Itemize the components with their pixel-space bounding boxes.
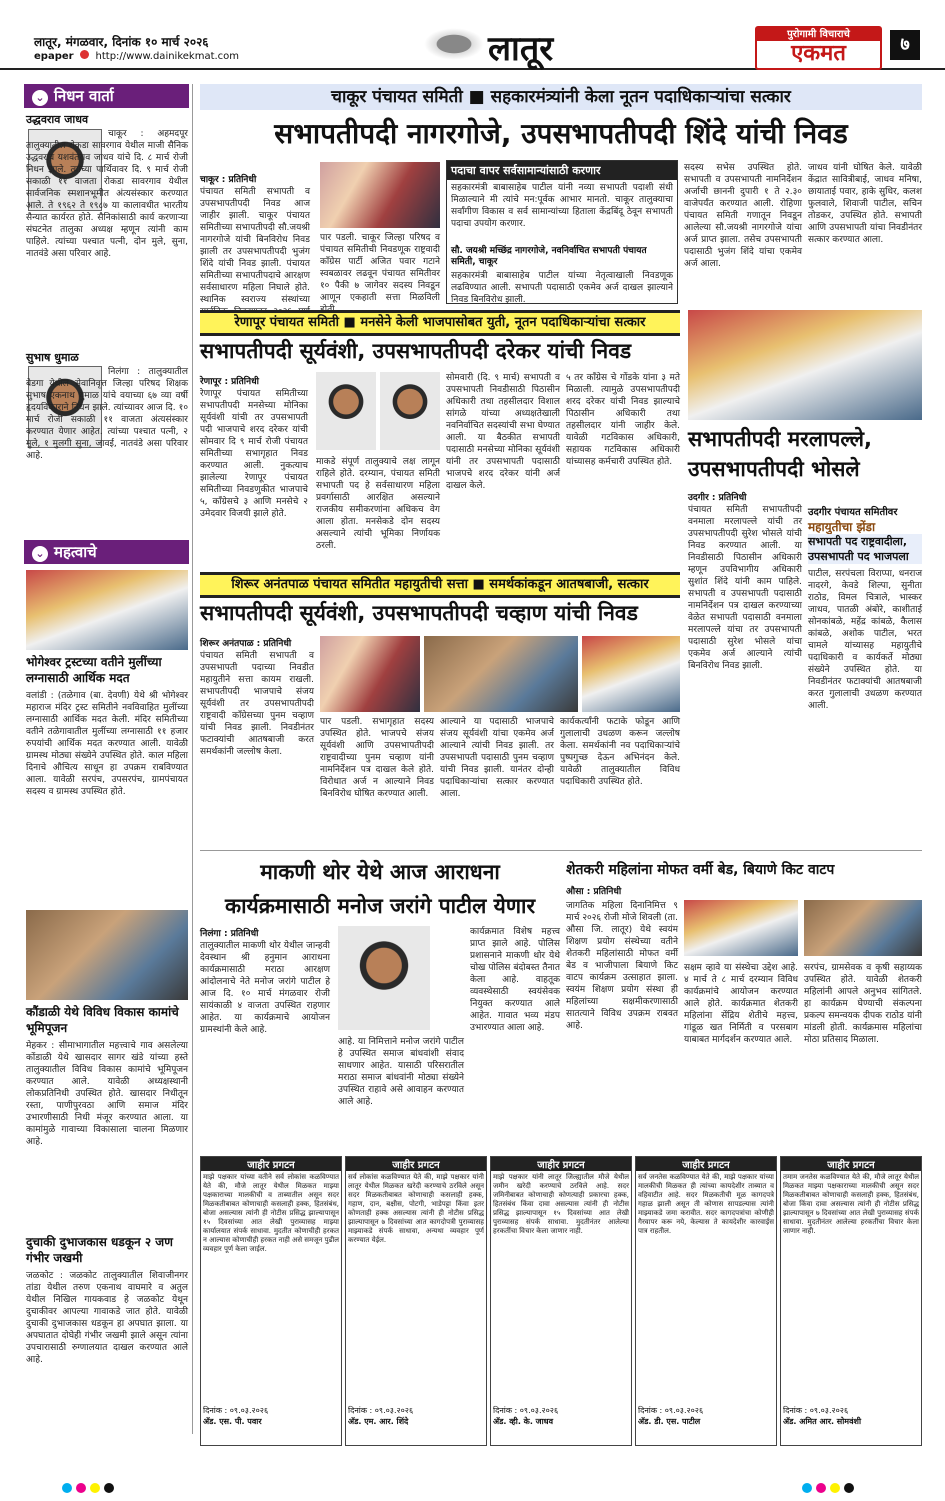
manoj-col3: कार्यक्रमात विशेष महत्त्व प्राप्त झाले आहे. पोलिस प्रशासनाने माकणी थोर येथे चोख पोलिस बंदोबस्त तैनात केला आहे. वाहतूक व्यवस्थेसाठी स्वयंसेवक नियुक्त करण्यात आले आहेत. गावात भव्य मंडप उभारण्यात आला आहे. <box>470 927 560 1033</box>
farmers-col2: सक्षम व्हावे या संस्थेचा उद्देश आहे. ४ मार्च ते ८ मार्च दरम्यान विविध कार्यक्रमांचे आयोजन करण्यात आले होते. कार्यक्रमात शेतकरी महिलांना सेंद्रिय शेतीचे महत्त्व, गांडूळ खत निर्मिती व परसबाग याबाबत मार्गदर्शन करण्यात आले. <box>684 963 798 1045</box>
farmers-col1: जागतिक महिला दिनानिमित्त ९ मार्च २०२६ रोजी मोजे शिवली (ता. औसा जि. लातूर) येथे स्वयंम शिक्षण प्रयोग संस्थेच्या वतीने शेतकरी महिलांसाठी मोफत वर्मी बेड व भाजीपाला बियाणे किट वाटप कार्यक्रम उत्साहात झाला. स्वयंम शिक्षण प्रयोग संस्था ही महिलांच्या सक्षमीकरणासाठी सातत्याने विविध उपक्रम राबवत आहे. <box>566 901 678 1031</box>
news1-photo <box>26 570 188 650</box>
chakur-photo <box>320 162 440 228</box>
news3-text: जळकोट : जळकोट तालुक्यातील शिवाजीनगर तांडा येथील तरुण एकनाथ वाघमारे व अतुल येथील निखिल गायकवाड हे जळकोट येथून दुचाकीवर आपल्या गावाकडे जात होते. यावेळी दुचाकी दुभाजकास धडकून हा अपघात झाला. या अपघातात दोघेही गंभीर जखमी झाले असून त्यांना उपचारासाठी रुग्णालयात दाखल करण्यात आले आहे. <box>26 1271 188 1365</box>
notice-body: सर्व लोकांस कळविण्यात येते की, माझे पक्षकार यांनी लातूर येथील मिळकत खरेदी करण्याचे ठरविले असून सदर मिळकतीबाबत कोणाचाही कसलाही हक्क, गहाण, दान, बक्षीस, पोटगी, भाडेपट्टा किंवा इतर कोणताही हक्क असल्यास त्यांनी ही नोटीस प्रसिद्ध झाल्यापासून ७ दिवसांच्या आत कागदोपत्री पुराव्यासह माझ्याकडे संपर्क साधावा, अन्यथा व्यवहार पूर्ण करण्यात येईल. <box>348 1173 484 1244</box>
renapur-col4: ५ तर काँग्रेस चे गोंडके यांना ३ मते मिळाली. त्यामुळे उपसभापतीपदी शरद दरेकर यांची निवड झाल्याचे पिठासीन अधिकारी तथा तहसीलदार यांनी जाहीर केले. यावेळी गटविकास अधिकारी, सहायक गटविकास अधिकारी यांच्यासह कर्मचारी उपस्थित होते. <box>566 373 680 467</box>
notice-signature: अ‍ॅड. अमित आर. सोमवंशी <box>783 1417 862 1426</box>
shirur-col4: कार्यकर्त्यांनी फटाके फोडून आणि गुलालाची उधळण करून जल्लोष केला. समर्थकांनी नव पदाधिकाऱ्यांचे पुष्पगुच्छ देऊन अभिनंदन केले. यावेळी तालुक्यातील विविध पदाधिकारी उपस्थित होते. <box>560 717 680 787</box>
obituary-tab <box>24 84 189 108</box>
shirur-photo-2 <box>424 636 578 712</box>
notice-title: जाहीर प्रगटन <box>491 1157 631 1171</box>
obit2-name: सुभाष धुमाळ <box>26 351 79 364</box>
left-column <box>22 84 193 1434</box>
chakur-col4: सदस्य सभेस उपस्थित होते. सभापती व उपसभापती नामनिर्देशन अर्जाची छाननी दुपारी १ ते २.३० वाजेपर्यंत करण्यात आली. रोहिणा पंचायत समिती गणातून निवडून आलेल्या सौ.जयश्री नागरगोजे यांचा अर्ज प्राप्त झाला. तसेच उपसभापती पदासाठी भुजंग शिंदे यांचा एकमेव अर्ज आला. <box>684 163 802 269</box>
globe-icon <box>80 50 89 59</box>
map-emblem <box>424 28 484 60</box>
notice-date: दिनांक : ०९.०३.२०२६ <box>638 1406 704 1415</box>
epaper-label <box>34 50 239 62</box>
obit1-name: उद्धवराव जाधव <box>26 113 89 126</box>
registration-marks-right <box>800 1478 856 1497</box>
news1-text: वलांडी : (तळेगाव (बा. देवणी) येथे श्री भोगेश्वर महाराज मंदिर ट्रस्ट समितीने नवविवाहित मुलींच्या लग्नासाठी आर्थिक मदत केली. मंदिर समितीच्या वतीने तळेगावातील मुलींच्या लग्नासाठी ११ हजार रुपयांची आर्थिक मदत करण्यात आली. यावेळी ग्रामस्थ मोठ्या संख्येने उपस्थित होते. काल महिला दिनाचे औचित्य साधून हा उपक्रम राबविण्यात आला. यावेळी सरपंच, उपसरपंच, ग्रामपंचायत सदस्य व ग्रामस्थ उपस्थित होते. <box>26 691 188 797</box>
news2-headline: कौंडाळी येथे विविध विकास कामांचे भूमिपूजन <box>26 1005 179 1035</box>
manoj-headline-2: कार्यक्रमासाठी मनोज जरांगे पाटील येणार <box>224 894 536 918</box>
notice-body: तमाम जनतेस कळविण्यात येते की, मौजे लातूर येथील मिळकत माझ्या पक्षकाराच्या मालकीची असून सदर मिळकतीबाबत कोणाचाही कसलाही हक्क, हितसंबंध, बोजा किंवा दावा असल्यास त्यांनी ही नोटीस प्रसिद्ध झाल्यापासून ७ दिवसांच्या आत लेखी पुराव्यासह संपर्क साधावा. मुदतीनंतर आलेल्या हरकतींचा विचार केला जाणार नाही. <box>783 1173 919 1235</box>
chevron-down-icon: ⌄ <box>32 90 48 106</box>
udgir-col2: पाटील, सरपंचला विराप्पा, धनराज नादरगे, केवडे शिल्पा, सुनीता राठोड, विमल चित्राले, भास्कर जाधव, पातळी अंबोरे, काशीताई सोनकांबळे, महेंद्र कांबळे, कैलास कांबळे, अशोक पाटील, भरत चामले यांच्यासह महायुतीचे पदाधिकारी व कार्यकर्ते मोठ्या संख्येने उपस्थित होते. या निवडीनंतर फटाक्यांची आतषबाजी करत गुलालाची उधळण करण्यात आली. <box>808 569 922 711</box>
notice-4 <box>635 1156 777 1446</box>
farmers-photo-1 <box>684 900 798 956</box>
obituary-tab-label: निधन वार्ता <box>54 87 114 105</box>
notice-signature: अ‍ॅड. एस. पी. पवार <box>203 1417 262 1426</box>
caption-text: सहकारमंत्री बाबासाहेब पाटील यांनी नव्या सभापती पदाशी संधी मिळाल्याने मी त्यांचे मन:पूर्वक आभार मानतो. चाकूर तालुक्याचा सर्वांगीण विकास व सर्व सामान्यांच्या हिताला केंद्रबिंदू ठेवून सभापती पदाचा उपयोग करणार. <box>451 183 673 229</box>
notice-body: माझे पक्षकार यांच्या वतीने सर्व लोकांस कळविण्यात येते की, मौजे लातूर येथील मिळकत माझ्या पक्षकाराच्या मालकीची व ताब्यातील असून सदर मिळकतीबाबत कोणाचाही कसलाही हक्क, हितसंबंध, बोजा असल्यास त्यांनी ही नोटीस प्रसिद्ध झाल्यापासून १५ दिवसांच्या आत लेखी पुराव्यासह माझ्या कार्यालयात संपर्क साधावा. मुदतीत कोणाचीही हरकत न आल्यास कोणाचीही हरकत नाही असे समजून पुढील व्यवहार पूर्ण केला जाईल. <box>203 1173 339 1253</box>
farmers-photo-2 <box>804 900 922 956</box>
notices-row <box>200 1156 922 1446</box>
renapur-col1: रेणापूर पंचायत समितीच्या सभापतीपदी मनसेच्या मोनिका सूर्यवंशी यांची तर उपसभापती पदी भाजपाचे शरद दरेकर यांची सोमवार दि ९ मार्च रोजी पंचायत समितीच्या सभागृहात निवड करण्यात आली. नुकत्याच झालेल्या रेणापूर पंचायत समितीच्या निवडणुकीत भाजपाचे ५, काँग्रेसचे ३ आणि मनसेचे २ उमेदवार विजयी झाले होते. <box>200 389 308 519</box>
notice-1 <box>200 1156 342 1446</box>
notice-title: जाहीर प्रगटन <box>781 1157 921 1171</box>
notice-date: दिनांक : ०९.०३.२०२६ <box>348 1406 414 1415</box>
brand-logo <box>755 26 882 70</box>
shirur-banner: शिरूर अनंतपाळ पंचायत समितीत महायुतीची सत्ता ■ समर्थकांकडून आतषबाजी, सत्कार <box>200 572 680 598</box>
notice-signature: अ‍ॅड. एम. आर. शिंदे <box>348 1417 409 1426</box>
notice-3 <box>490 1156 632 1446</box>
shirur-col2: पार पडली. सभागृहात सदस्य उपस्थित होते. भाजपचे संजय सूर्यवंशी आणि उपसभापतीपदी राष्ट्रवादीच्या पुनम चव्हाण यांनी नामनिर्देशन पत्र दाखल केले होते. विरोधात अर्ज न आल्याने निवड बिनविरोध घोषित करण्यात आली. <box>320 717 434 799</box>
notice-title: जाहीर प्रगटन <box>636 1157 776 1171</box>
shirur-headline: सभापतीपदी सूर्यवंशी, उपसभापतीपदी चव्हाण यांची निवड <box>200 601 638 625</box>
notice-signature: अ‍ॅड. व्ही. के. जाधव <box>493 1417 554 1426</box>
notice-5 <box>780 1156 922 1446</box>
chakur-headline: सभापतीपदी नागरगोजे, उपसभापतीपदी शिंदे यांची निवड <box>274 117 848 150</box>
chakur-caption-box <box>446 160 678 304</box>
manoj-headline-1: माकणी थोर येथे आज आराधना <box>260 860 500 884</box>
obit2-text: निलंगा : तालुक्यातील बेडगा येथील सेवानिवृत्त जिल्हा परिषद शिक्षक सुभाष एकनाथ धुमाळ यांचे वयाच्या ६७ व्या वर्षी हृदयविकाराने निधन झाले. त्यांच्यावर आज दि. १० मार्च रोजी सकाळी ११ वाजता अंत्यसंस्कार करण्यात येणार आहेत. त्यांच्या पश्चात पत्नी, २ मुले, १ मुलगी सुना, जावई, नातवंडे असा परिवार आहे. <box>26 367 188 461</box>
important-tab-label: महत्वाचे <box>54 543 97 561</box>
chakur-col3: सहकारमंत्री बाबासाहेब पाटील यांच्या नेतृत्वाखाली निवडणूक लढविण्यात आली. सभापती पदासाठी एकमेव अर्ज दाखल झाल्याने निवड बिनविरोध झाली. <box>451 271 673 305</box>
chakur-col2: पार पडली. चाकूर जिल्हा परिषद व पंचायत समितीची निवडणूक राष्ट्रवादी काँग्रेस पार्टी अजित पवार गटाने स्वबळावर लढवून पंचायत समितीवर १० पैकी ७ जागेवर सदस्य निवडून आणून एकहाती सत्ता मिळविली <box>320 233 440 303</box>
farmers-col3: सरपंच, ग्रामसेवक व कृषी सहाय्यक उपस्थित होते. यावेळी शेतकरी महिलांनी आपले अनुभव सांगितले. हा कार्यक्रम घेण्याची संकल्पना प्रकल्प समन्वयक दीपक राठोड यांनी मांडली होती. कार्यक्रमास महिलांचा मोठा प्रतिसाद मिळाला. <box>804 963 922 1045</box>
udgir-subhead-top: उदगीर पंचायत समितीवर <box>808 507 898 518</box>
renapur-col3: सोमवारी (दि. ९ मार्च) सभापती व उपसभापती निवडीसाठी पिठासीन अधिकारी तथा तहसीलदार विशाल सांगळे यांच्या अध्यक्षतेखाली नवनिर्वाचित सदस्यांची सभा घेण्यात आली. या बैठकीत सभापती पदासाठी मनसेच्या मोनिका सूर्यवंशी यांनी तर उपसभापती पदासाठी भाजपचे शरद दरेकर यांनी अर्ज दाखल केले. <box>446 373 560 491</box>
manoj-col1: तालुक्यातील माकणी थोर येथील जान्हवी देवस्थान श्री हनुमान आराधना कार्यक्रमासाठी मराठा आरक्षण आंदोलनाचे नेते मनोज जरांगे पाटील हे आज दि. १० मार्च मंगळवार रोजी सायंकाळी ४ वाजता उपस्थित राहणार आहेत. या कार्यक्रमाचे आयोजन ग्रामस्थांनी केले आहे. <box>200 941 330 1035</box>
brand-tagline: पुरोगामी विचाराचे <box>757 28 880 41</box>
shirur-photo-1 <box>320 636 420 712</box>
news2-photo <box>26 910 188 1000</box>
news2-text: मेहकर : सीमाभागातील महत्त्वाचे गाव असलेल्या कोंडाळी येथे खासदार सागर खंडे यांच्या हस्ते तालुक्यातील विविध विकास कामांचे भूमिपूजन करण्यात आले. यावेळी अध्यक्षस्थानी लोकप्रतिनिधी उपस्थित होते. खासदार निधीतून रस्ता, पाणीपुरवठा आणि समाज मंदिर उभारणीसाठी निधी मंजूर करण्यात आला. या कामांमुळे गावाच्या विकासाला चालना मिळणार आहे. <box>26 1041 188 1147</box>
chakur-kicker: चाकूर पंचायत समिती ■ सहकारमंत्र्यांनी केला नूतन पदाधिकाऱ्यांचा सत्कार <box>200 84 922 110</box>
renapur-headline: सभापतीपदी सूर्यवंशी, उपसभापतीपदी दरेकर यांची निवड <box>200 339 632 363</box>
notice-signature: अ‍ॅड. डी. एस. पाटील <box>638 1417 701 1426</box>
epaper-text: epaper <box>34 51 74 62</box>
notice-2 <box>345 1156 487 1446</box>
notice-body: सर्व जनतेस कळविण्यात येते की, माझे पक्षकार यांच्या मालकीची मिळकत ही त्यांच्या कायदेशीर ताब्यात व वहिवाटीत आहे. सदर मिळकतीची मूळ कागदपत्रे गहाळ झाली असून ती कोणास सापडल्यास त्यांनी माझ्याकडे जमा करावीत. सदर कागदपत्रांचा कोणीही गैरवापर करू नये, केल्यास ते कायदेशीर कारवाईस पात्र राहतील. <box>638 1173 774 1235</box>
brand-name: एकमत <box>791 41 846 66</box>
farmers-headline: शेतकरी महिलांना मोफत वर्मी बेड, बियाणे किट वाटप <box>566 862 835 878</box>
udgir-col1: पंचायत समिती सभापतीपदी वनमाला मरलापल्ले यांची तर उपसभापतीपदी सुरेश भोसले यांची निवड करण्यात आली. या निवडीसाठी पिठासीन अधिकारी म्हणून उपविभागीय अधिकारी सुशांत शिंदे यांनी काम पाहिले. सभापती व उपसभापती पदासाठी नामनिर्देशन पत्र दाखल करण्याच्या वेळेत सभापती पदासाठी वनमाला मरलापल्ले यांचा तर उपसभापती पदासाठी सुरेश भोसले यांचा एकमेव अर्ज आल्याने त्यांची बिनविरोध निवड झाली. <box>688 505 802 671</box>
shirur-byline: शिरूर अनंतपाळ : प्रतिनिधी <box>200 639 292 649</box>
shirur-col3: आल्याने या पदासाठी भाजपाचे संजय सूर्यवंशी यांचा एकमेव अर्ज आल्याने त्यांची निवड झाली. तर उपसभापती पदासाठी पुनम चव्हाण यांची निवड झाली. यानंतर दोन्ही पदाधिकाऱ्यांचा सत्कार करण्यात आला. <box>440 717 554 799</box>
manoj-photo <box>338 926 430 1030</box>
caption-signature: सौ. जयश्री मच्छिंद्र नागरगोजे, नवनिर्वाचित सभापती पंचायत समिती, चाकूर <box>451 246 647 267</box>
udgir-byline: उदगीर : प्रतिनिधी <box>688 493 747 503</box>
notice-date: दिनांक : ०९.०३.२०२६ <box>493 1406 559 1415</box>
important-tab <box>24 540 189 564</box>
manoj-byline: निलंगा : प्रतिनिधी <box>200 929 259 939</box>
city-name: लातूर <box>488 29 554 69</box>
udgir-subhead-bot: सभापती पद राष्ट्रवादीला, उपसभापती पद भाजपला <box>808 534 922 564</box>
registration-marks-left <box>60 1478 116 1497</box>
website-link[interactable]: http://www.dainikekmat.com <box>95 51 240 62</box>
chakur-col5: जाधव यांनी घोषित केले. यावेळी केंद्रात सावित्रीबाई, जाधव मनिषा, छायाताई पवार, हाके सुधिर, कलश फुलवाले, शिवाजी पाटील, सचिन तोडकर, उपस्थित होते. सभापती आणि उपसभापती यांचा निवडीनंतर सत्कार करण्यात आला. <box>808 163 922 245</box>
shirur-col1: पंचायत समिती सभापती व उपसभापती पदाच्या निवडीत महायुतीने सत्ता कायम राखली. सभापतीपदी भाजपाचे संजय सूर्यवंशी तर उपसभापतीपदी राष्ट्रवादी काँग्रेसच्या पुनम चव्हाण यांची निवड झाली. निवडीनंतर फटाक्यांची आतषबाजी करत समर्थकांनी जल्लोष केला. <box>200 651 314 757</box>
news3-headline: दुचाकी दुभाजकास धडकून २ जण गंभीर जखमी <box>26 1235 173 1265</box>
udgir-photo <box>688 310 922 420</box>
udgir-subhead-mid: महायुतीचा झेंडा <box>808 520 876 534</box>
chakur-byline: चाकूर : प्रतिनिधी <box>200 175 257 185</box>
notice-title: जाहीर प्रगटन <box>346 1157 486 1171</box>
news1-headline: भोगेश्वर ट्रस्टच्या वतीने मुलींच्या लग्नासाठी आर्थिक मदत <box>26 655 162 685</box>
renapur-photo-2 <box>380 372 440 450</box>
chakur-col1: पंचायत समिती सभापती व उपसभापतीपदी निवड आज जाहीर झाली. चाकूर पंचायत समितीच्या सभापतीपदी सौ.जयश्री नागरगोजे यांची बिनविरोध निवड झाली तर उपसभापतीपदी भुजंग शिंदे यांची निवड झाली. पंचायत समितीच्या सभापतीपदाचे आरक्षण सर्वसाधारण महिला निघाले होते. स्थानिक स्वराज्य संस्थांच्या <box>200 187 310 305</box>
obit1-text: चाकूर : अहमदपूर तालुक्यातील रोकडा सावरगाव येथील माजी सैनिक उद्धवराव यशवंतराव जाधव यांचे दि. ८ मार्च रोजी निधन झाले. त्यांच्या पार्थिवावर दि. ९ मार्च रोजी सकाळी ११ वाजता रोकडा सावरगाव येथील सार्वजनिक स्मशानभूमीत अंत्यसंस्कार करण्यात आले. ते १९६२ ते १९८७ या कालावधीत भारतीय सैन्यात कार्यरत होते. सैनिकांसाठी कार्य करणाऱ्या संघटनेत तालुका अध्यक्ष म्हणून त्यांनी काम पाहिले. त्यांच्या पश्चात पत्नी, दोन मुले, सुना, नातवंडे असा परिवार आहे. <box>26 129 188 259</box>
shirur-photo-3 <box>582 636 680 712</box>
renapur-byline: रेणापूर : प्रतिनिधी <box>200 377 259 387</box>
notice-body: माझे पक्षकार यांनी लातूर जिल्ह्यातील मौजे येथील जमीन खरेदी करण्याचे ठरविले आहे. सदर जमिनीबाबत कोणाचाही कोणत्याही प्रकारचा हक्क, हितसंबंध किंवा दावा असल्यास त्यांनी ही नोटीस प्रसिद्ध झाल्यापासून १५ दिवसांच्या आत लेखी पुराव्यासह संपर्क साधावा. मुदतीनंतर आलेल्या हरकतींचा विचार केला जाणार नाही. <box>493 1173 629 1235</box>
page-number: ७ <box>890 30 920 60</box>
renapur-banner: रेणापूर पंचायत समिती ■ मनसेने केली भाजपासोबत युती, नूतन पदाधिकाऱ्यांचा सत्कार <box>200 310 680 336</box>
date-line: लातूर, मंगळवार, दिनांक १० मार्च २०२६ <box>34 35 209 49</box>
udgir-headline: सभापतीपदी मरलापल्ले, उपसभापतीपदी भोसले <box>688 427 873 481</box>
chevron-down-icon: ⌄ <box>32 546 48 562</box>
notice-date: दिनांक : ०९.०३.२०२६ <box>203 1406 269 1415</box>
divider <box>200 850 922 851</box>
manoj-col2: आहे. या निमित्ताने मनोज जरांगे पाटील हे उपस्थित समाज बांधवांशी संवाद साधणार आहेत. यासाठी परिसरातील मराठा समाज बांधवांनी मोठ्या संख्येने उपस्थित राहावे असे आवाहन करण्यात आले आहे. <box>338 1037 464 1107</box>
renapur-col2: माकडे संपूर्ण तालुक्याचे लक्ष लागून राहिले होते. दरम्यान, पंचायत समिती सभापती पद हे सर्वसाधारण महिला प्रवर्गासाठी आरक्षित असल्याने राजकीय समीकरणांना अधिकच वेग आला होता. मनसेकडे दोन सदस्य असल्याने त्यांची भूमिका निर्णायक ठरली. <box>316 457 440 551</box>
notice-date: दिनांक : ०९.०३.२०२६ <box>783 1406 849 1415</box>
notice-title: जाहीर प्रगटन <box>201 1157 341 1171</box>
farmers-byline: औसा : प्रतिनिधी <box>566 887 622 897</box>
masthead <box>0 0 945 70</box>
renapur-photo-1 <box>316 372 376 450</box>
caption-heading: पदाचा वापर सर्वसामान्यांसाठी करणार <box>447 161 677 180</box>
